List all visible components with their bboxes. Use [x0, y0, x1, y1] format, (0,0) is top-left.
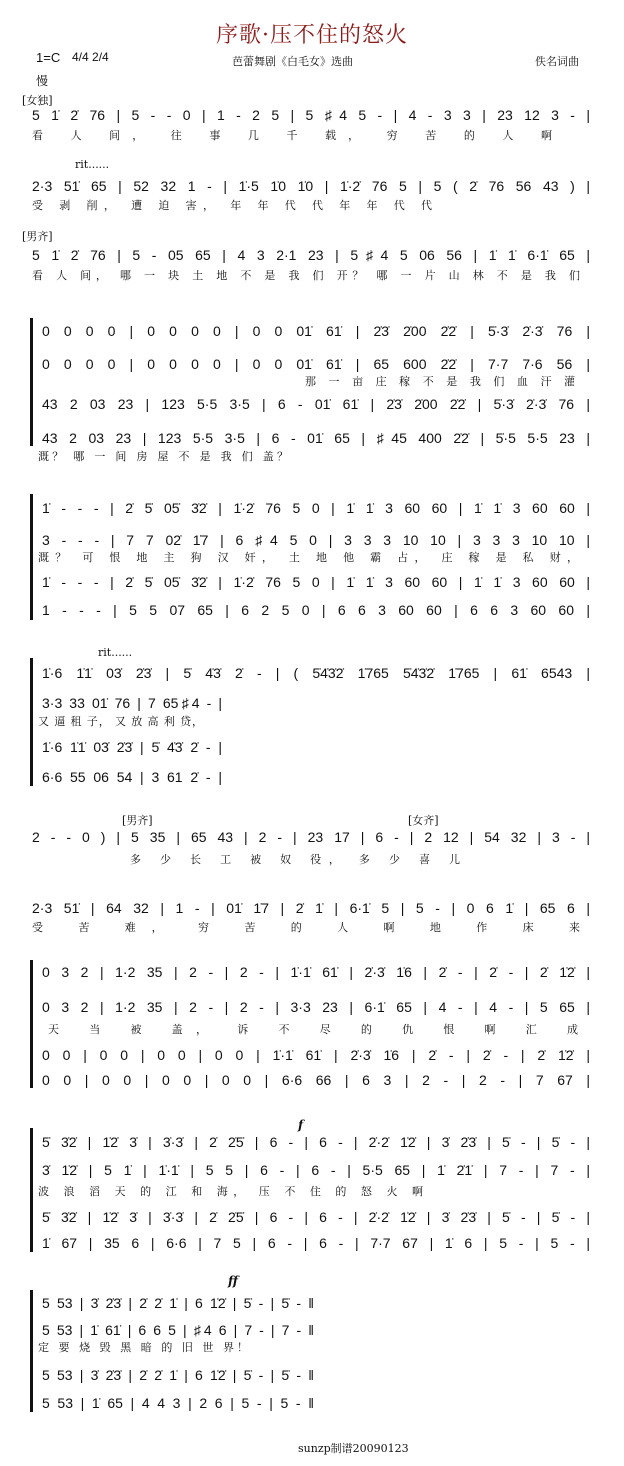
part-label: [男齐] [22, 230, 53, 243]
part-label: [女齐] [408, 814, 439, 827]
lyrics-line: 看 人 间， 往 事 几 千 载， 穷 苦 的 人 啊 [32, 129, 552, 142]
time-signature: 4/4 2/4 [72, 50, 109, 64]
staff-alto: 0 0 0 0 | 0 0 0 0 | 0 0 01̇ 61̇ | 65 600 2̇2̇ | 7·7 7·6 56 | [42, 356, 590, 372]
staff-bass: 43 2 03 23 | 123 5·5 3·5 | 6 - 01̇ 65 | ♯45 400 2̇2̇ | 5̇·5 5·5 23 | [42, 430, 590, 446]
staff-alto: 3 - - - | 7 7 02̇ 1̇7 | 6 ♯4 5 0 | 3 3 3 10 10 | 3 3 3 10 10 | [42, 532, 590, 548]
staff-alto: 0 3 2 | 1·2 35 | 2 - | 2 - | 3·3 23 | 6·1̇ 65 | 4 - | 4 - | 5 65 | [42, 999, 590, 1015]
notation-line: 2·3 51̇ 65 | 52 32 1 - | 1̇·5 1̇0 1̇0 | 1̇·2̇ 76 5 | 5 ( 2̇ 76 56 43 ) | [32, 178, 590, 194]
dynamic-ff: ff [228, 1274, 238, 1288]
staff-tenor: 5 53 | 3̇ 2̇3̇ | 2̇ 2̇ 1̇ | 6 1̇2̇ | 5̇ - | 5̇ - ‖ [42, 1367, 314, 1383]
staff-alto: 5 53 | 1̇ 61̇ | 6 6 5 | ♯4 6 | 7 - | 7 - ‖ [42, 1322, 314, 1338]
staff-soprano: 5 53 | 3̇ 2̇3̇ | 2̇ 2̇ 1̇ | 6 1̇2̇ | 5̇ - | 5̇ - ‖ [42, 1295, 314, 1311]
staff-alto: 3̇ 1̇2̇ | 5 1̇ | 1̇·1̇ | 5 5 | 6 - | 6 - | 5·5 65 | 1̇ 2̇1̇ | 7 - | 7 - | [42, 1162, 590, 1178]
rit-marking: rit...... [75, 158, 110, 171]
dynamic-f: f [298, 1118, 304, 1132]
part-label: [男齐] [122, 814, 153, 827]
system-bracket [30, 318, 37, 446]
staff-bass: 0 0 | 0 0 | 0 0 | 0 0 | 6·6 66 | 6 3 | 2 - | 2 - | 7 67 | [42, 1072, 590, 1088]
notation-line: 2·3 51̇ | 64 32 | 1 - | 01̇ 1̇7 | 2̇ 1̇ | 6·1̇ 5 | 5 - | 0 6 1̇ | 65 6 | [32, 900, 590, 916]
lyrics-line: 天 当 被 盖， 诉 不 尽 的 仇 恨 啊 汇 成 [48, 1023, 578, 1036]
lyrics-line: 受 剥 削， 遭 迫 害， 年 年 代 代 年 年 代 代 [32, 199, 432, 212]
lyrics-line: 多 少 长 工 被 奴 役， 多 少 喜 儿 [130, 853, 460, 866]
staff-soprano: 1̇·6 1̇1̇ 03̇ 2̇3̇ | 5̇ 4̇3̇ 2̇ - | ( 5̇4̇3̇2̇ 1̇765 5̇4̇3̇2̇ 1̇765 | 61̇ 6543 | [42, 665, 590, 681]
system-bracket [30, 1128, 37, 1252]
lyrics-line: 溉？ 哪 一 间 房 屋 不 是 我 们 盖？ [38, 450, 288, 463]
staff-bass: 5 53 | 1̇ 65 | 4 4 3 | 2 6 | 5 - | 5 - ‖ [42, 1395, 314, 1411]
staff-bass: 1 - - - | 5 5 07 65 | 6 2 5 0 | 6 6 3 60 60 | 6 6 3 60 60 | [42, 602, 590, 618]
staff-tenor: 1̇·6 1̇1̇ 03̇ 2̇3̇ | 5̇ 4̇3̇ 2̇ - | [42, 739, 222, 755]
lyrics-line: 定 要 烧 毁 黑 暗 的 旧 世 界！ [38, 1341, 248, 1354]
system-bracket [30, 1290, 37, 1412]
system-bracket [30, 960, 37, 1088]
notation-line: 5 1̇ 2̇ 76 | 5 - - 0 | 1 - 2 5 | 5 ♯4 5 - | 4 - 3 3 | 23 12 3 - | [32, 107, 590, 123]
subtitle: 芭蕾舞剧《白毛女》选曲 [232, 55, 353, 68]
footer-credit: sunzp制谱20090123 [298, 1442, 409, 1455]
credit: 佚名词曲 [535, 55, 579, 68]
song-title: 序歌·压不住的怒火 [216, 23, 408, 48]
staff-soprano: 5̇ 3̇2̇ | 1̇2̇ 3̇ | 3̇·3̇ | 2̇ 2̇5̇ | 6 - | 6 - | 2̇·2̇ 1̇2̇ | 3̇ 2̇3̇ | 5̇ - | 5̇ - | [42, 1134, 590, 1150]
staff-tenor: 0 0 | 0 0 | 0 0 | 0 0 | 1̇·1̇ 61̇ | 2̇·3̇ 1̇6 | 2̇ - | 2̇ - | 2̇ 1̇2̇ | [42, 1047, 590, 1063]
notation-line: 2 - - 0 ) | 5 35 | 65 43 | 2 - | 23 17 | 6 - | 2 12 | 54 32 | 3 - | [32, 829, 590, 845]
staff-bass: 6·6 55 06 54 | 3 61 2̇ - | [42, 769, 222, 785]
staff-tenor: 43 2 03 23 | 123 5·5 3·5 | 6 - 01̇ 61̇ | 2̇3̇ 2̇00 2̇2̇ | 5̇·3̇ 2̇·3̇ 76 | [42, 396, 590, 412]
part-label: [女独] [22, 94, 53, 107]
staff-alto: 3·3 33 01̇ 76 | 7 65♯4 - | [42, 695, 222, 711]
staff-soprano: 0 3 2 | 1·2 35 | 2 - | 2 - | 1̇·1̇ 61̇ | 2̇·3̇ 1̇6 | 2̇ - | 2̇ - | 2̇ 1̇2̇ | [42, 964, 590, 980]
lyrics-line: 看 人 间， 哪 一 块 土 地 不 是 我 们 开？ 哪 一 片 山 林 不 是 我 们 [32, 269, 580, 282]
key-signature: 1=C [36, 50, 61, 65]
lyrics-line: 受 苦 难， 穷 苦 的 人 啊 地 作 床 来 [32, 921, 580, 934]
lyrics-line: 波 浪 滔 天 的 江 和 海， 压 不 住 的 怒 火 啊 [38, 1185, 423, 1198]
rit-marking: rit...... [98, 646, 133, 659]
lyrics-line: 溉？ 可 恨 地 主 狗 汉 奸， 土 地 他 霸 占， 庄 稼 是 私 财， [38, 551, 578, 564]
staff-soprano: 0 0 0 0 | 0 0 0 0 | 0 0 01̇ 61̇ | 2̇3̇ 2̇00 2̇2̇ | 5̇·3̇ 2̇·3̇ 76 | [42, 323, 590, 339]
system-bracket [30, 494, 37, 620]
notation-line: 5 1̇ 2̇ 76 | 5 - 05 65 | 4 3 2·1 23 | 5♯4 5 06 56 | 1̇ 1̇ 6·1̇ 65 | [32, 247, 590, 263]
staff-tenor: 5̇ 3̇2̇ | 1̇2̇ 3̇ | 3̇·3̇ | 2̇ 2̇5̇ | 6 - | 6 - | 2̇·2̇ 1̇2̇ | 3̇ 2̇3̇ | 5̇ - | 5̇ - | [42, 1209, 590, 1225]
system-bracket [30, 658, 37, 786]
lyrics-line: 那 一 亩 庄 稼 不 是 我 们 血 汗 灌 [305, 375, 575, 388]
staff-bass: 1̇ 67 | 35 6 | 6·6 | 7 5 | 6 - | 6 - | 7·7 67 | 1̇ 6 | 5 - | 5 - | [42, 1235, 590, 1251]
tempo-marking: 慢 [36, 74, 49, 88]
lyrics-line: 又 逼 租 子， 又 放 高 利 贷， [38, 715, 203, 728]
staff-tenor: 1̇ - - - | 2̇ 5̇ 05̇ 3̇2̇ | 1̇·2̇ 76 5 0 | 1̇ 1̇ 3 60 60 | 1̇ 1̇ 3 60 60 | [42, 574, 590, 590]
staff-soprano: 1̇ - - - | 2̇ 5̇ 05̇ 3̇2̇ | 1̇·2̇ 76 5 0 | 1̇ 1̇ 3 60 60 | 1̇ 1̇ 3 60 60 | [42, 500, 590, 516]
